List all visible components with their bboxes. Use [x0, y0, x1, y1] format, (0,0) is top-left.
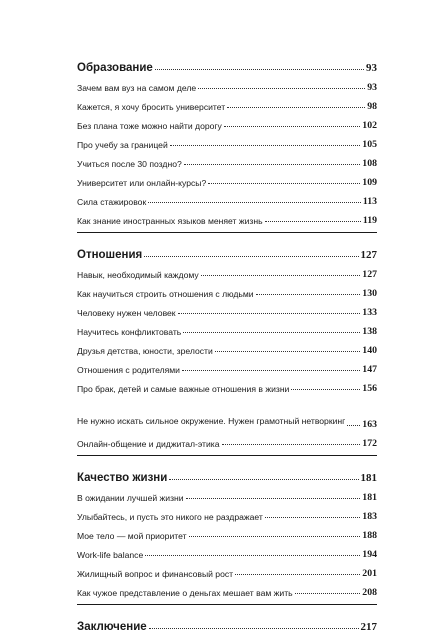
entry-title: Как чужое представление о деньгах мешает вам жить	[77, 588, 293, 598]
toc-entry[interactable]	[77, 207, 377, 226]
entry-title: Жилищный вопрос и финансовый рост	[77, 569, 234, 579]
toc-entry[interactable]	[77, 579, 377, 598]
toc-entry[interactable]	[77, 280, 377, 299]
entry-title: Сила стажировок	[77, 197, 147, 207]
entry-title: Мое тело — мой приоритет	[77, 531, 187, 541]
toc-entry[interactable]	[77, 522, 377, 541]
page-number: 138	[362, 326, 377, 337]
table-of-contents	[77, 46, 377, 633]
dot-leader	[215, 351, 361, 352]
dot-leader	[208, 183, 360, 184]
page-number: 127	[360, 249, 377, 261]
dot-leader	[265, 221, 361, 222]
entry-title: Как знание иностранных языков меняет жизнь	[77, 216, 263, 226]
page-number: 130	[362, 288, 377, 299]
toc-entry[interactable]	[77, 318, 377, 337]
dot-leader	[144, 256, 358, 257]
entry-title: Не нужно искать сильное окружение. Нужен грамотный нетворкинг	[77, 416, 346, 426]
dot-leader	[291, 389, 360, 390]
dot-leader	[222, 444, 361, 445]
entry-title: Как научиться строить отношения с людьми	[77, 289, 254, 299]
toc-entry[interactable]	[77, 375, 377, 394]
dot-leader	[183, 332, 360, 333]
section-title: Отношения	[77, 249, 143, 261]
section-title: Заключение	[77, 621, 147, 633]
dot-leader	[201, 275, 361, 276]
entry-title: Человеку нужен человек	[77, 308, 176, 318]
toc-section-relationships	[77, 232, 377, 455]
dot-leader	[227, 107, 365, 108]
entry-title: Друзья детства, юности, зрелости	[77, 346, 213, 356]
toc-entry[interactable]	[77, 150, 377, 169]
page-number: 102	[362, 120, 377, 131]
toc-entry[interactable]	[77, 169, 377, 188]
entry-title: Научитесь конфликтовать	[77, 327, 182, 337]
page-number: 113	[362, 196, 377, 207]
dot-leader	[198, 88, 365, 89]
page-number: 181	[362, 492, 377, 503]
toc-section-conclusion	[77, 604, 377, 633]
toc-entry[interactable]	[77, 356, 377, 375]
page-number: 181	[360, 472, 377, 484]
page-number: 147	[362, 364, 377, 375]
toc-entry[interactable]	[77, 261, 377, 280]
page-number: 93	[366, 62, 377, 74]
toc-heading-row[interactable]	[77, 46, 377, 74]
toc-entry[interactable]	[77, 93, 377, 112]
page-number: 108	[362, 158, 377, 169]
toc-entry[interactable]	[77, 430, 377, 449]
section-title: Качество жизни	[77, 472, 168, 484]
page-number: 140	[362, 345, 377, 356]
toc-entry[interactable]	[77, 503, 377, 522]
toc-entry[interactable]	[77, 560, 377, 579]
dot-leader	[182, 370, 360, 371]
dot-leader	[265, 517, 360, 518]
dot-leader	[295, 593, 361, 594]
page-number: 188	[362, 530, 377, 541]
entry-title: Улыбайтесь, и пусть это никого не раздражает	[77, 512, 263, 522]
toc-entry[interactable]	[77, 131, 377, 150]
dot-leader	[224, 126, 360, 127]
toc-entry[interactable]	[77, 299, 377, 318]
toc-heading-row[interactable]	[77, 605, 377, 633]
page-number: 109	[362, 177, 377, 188]
dot-leader	[155, 69, 364, 70]
entry-title: Кажется, я хочу бросить университет	[77, 102, 226, 112]
page-number: 183	[362, 511, 377, 522]
page-number: 119	[362, 215, 377, 226]
toc-entry[interactable]	[77, 337, 377, 356]
toc-entry[interactable]	[77, 484, 377, 503]
page-number: 217	[360, 621, 377, 633]
page-number: 172	[362, 438, 377, 449]
page-number: 105	[362, 139, 377, 150]
page-number: 98	[367, 101, 377, 112]
dot-leader	[178, 313, 361, 314]
page-number: 93	[367, 82, 377, 93]
entry-title: В ожидании лучшей жизни	[77, 493, 184, 503]
entry-title: Учиться после 30 поздно?	[77, 159, 182, 169]
entry-title: Без плана тоже можно найти дорогу	[77, 121, 222, 131]
dot-leader	[148, 202, 361, 203]
toc-section-education	[77, 46, 377, 232]
entry-title: Университет или онлайн-курсы?	[77, 178, 207, 188]
toc-heading-row[interactable]	[77, 233, 377, 261]
entry-title: Про учебу за границей	[77, 140, 168, 150]
toc-entry[interactable]	[77, 112, 377, 131]
page-number: 133	[362, 307, 377, 318]
toc-entry[interactable]	[77, 394, 377, 430]
page-number: 194	[362, 549, 377, 560]
entry-title: Навык, необходимый каждому	[77, 270, 199, 280]
toc-section-quality-of-life	[77, 455, 377, 604]
dot-leader	[170, 145, 361, 146]
dot-leader	[184, 164, 361, 165]
entry-title: Work-life balance	[77, 550, 144, 560]
dot-leader	[149, 628, 359, 629]
dot-leader	[256, 294, 361, 295]
entry-title: Онлайн-общение и диджитал-этика	[77, 439, 220, 449]
page-number: 163	[362, 419, 377, 430]
toc-entry[interactable]	[77, 188, 377, 207]
dot-leader	[145, 555, 360, 556]
dot-leader	[189, 536, 361, 537]
toc-entry[interactable]	[77, 74, 377, 93]
toc-entry[interactable]	[77, 541, 377, 560]
dot-leader	[235, 574, 360, 575]
entry-title: Зачем вам вуз на самом деле	[77, 83, 197, 93]
dot-leader	[347, 425, 360, 426]
entry-title: Про брак, детей и самые важные отношения в жизни	[77, 384, 290, 394]
dot-leader	[169, 479, 358, 480]
entry-title: Отношения с родителями	[77, 365, 180, 375]
page-number: 127	[362, 269, 377, 280]
toc-heading-row[interactable]	[77, 456, 377, 484]
page-number: 208	[362, 587, 377, 598]
page-number: 201	[362, 568, 377, 579]
page-number: 156	[362, 383, 377, 394]
dot-leader	[186, 498, 361, 499]
section-title: Образование	[77, 62, 153, 74]
